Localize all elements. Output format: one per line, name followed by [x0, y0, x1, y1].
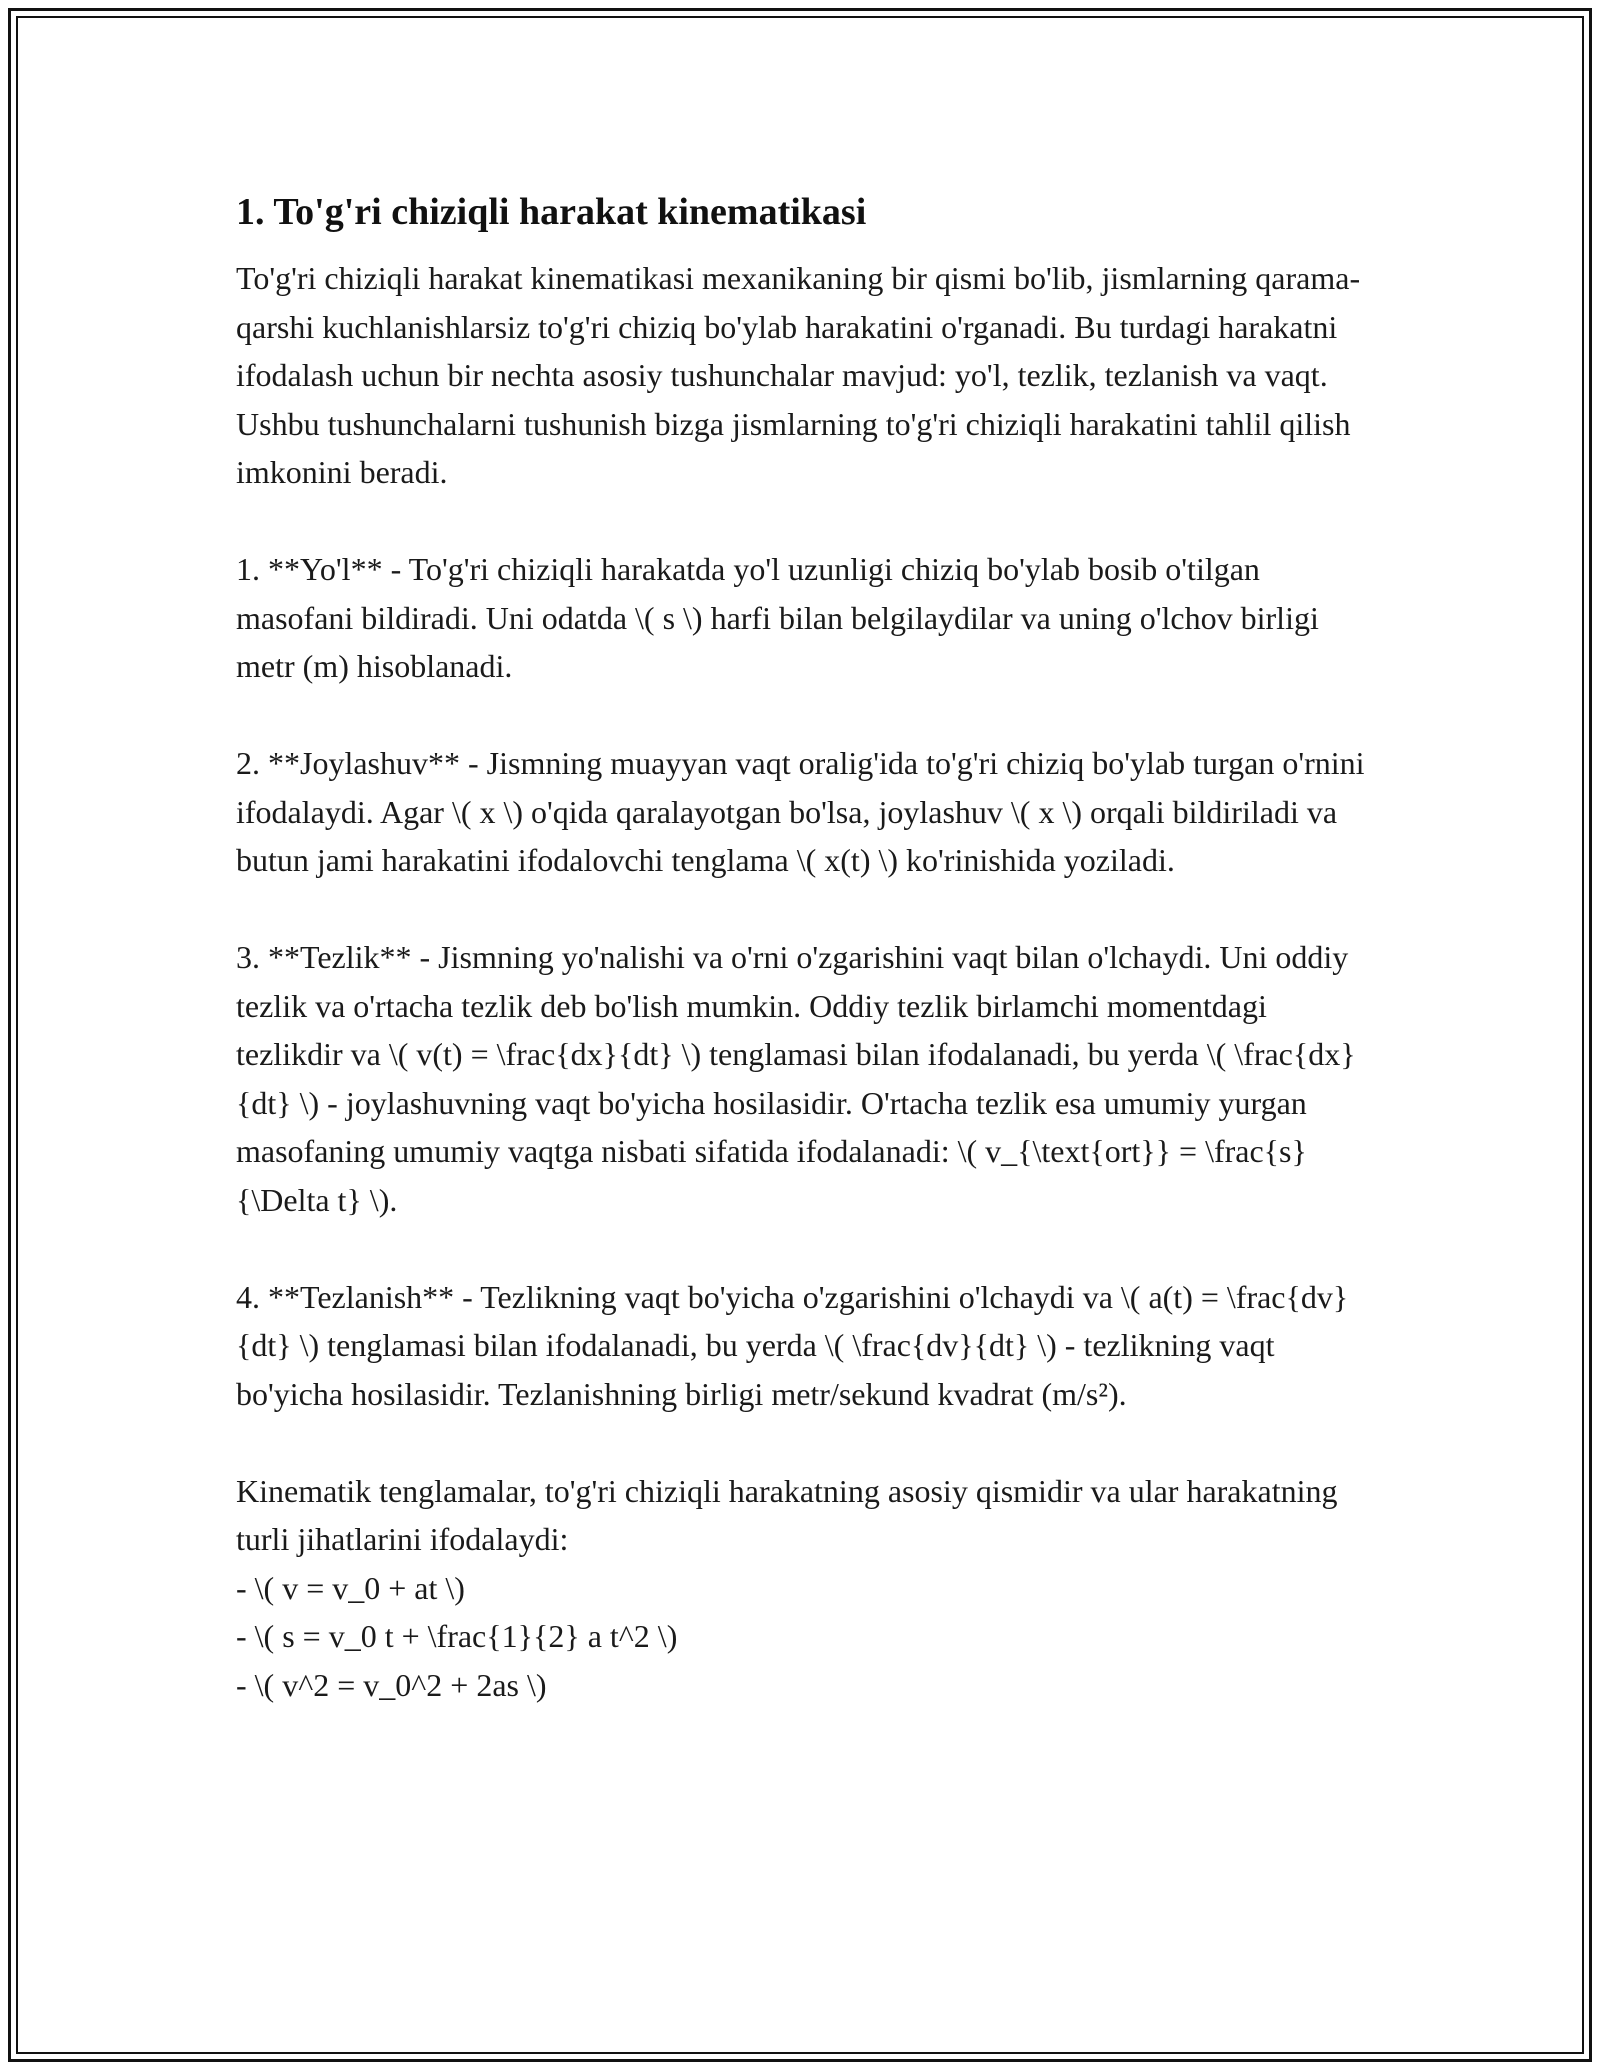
- item-tezlanish: 4. **Tezlanish** - Tezlikning vaqt bo'yicha o'zgarishini o'lchaydi va \( a(t) = \frac{dv}{dt} \) tenglamasi bilan ifodalanadi, bu yerda \( \frac{dv}{dt} \) - tezlikning vaqt bo'yicha hosilasidir. Tezlanishning birligi metr/sekund kvadrat (m/s²).: [236, 1278, 1349, 1412]
- document-body: [236, 186, 1376, 1709]
- item-tezlik: 3. **Tezlik** - Jismning yo'nalishi va o'rni o'zgarishini vaqt bilan o'lchaydi. Uni oddiy tezlik va o'rtacha tezlik deb bo'lish mumkin. Oddiy tezlik birlamchi momentdagi tezlikdir va \( v(t) = \frac{dx}{dt} \) tenglamasi bilan ifodalanadi, bu yerda \( \frac{dx}{dt} \) - joylashuvning vaqt bo'yicha hosilasidir. O'rtacha tezlik esa umumiy yurgan masofaning umumiy vaqtga nisbati sifatida ifodalanadi: \( v_{\text{ort}} = \frac{s}{\Delta t} \).: [236, 939, 1356, 1218]
- item-yol: 1. **Yo'l** - To'g'ri chiziqli harakatda yo'l uzunligi chiziq bo'ylab bosib o'tilgan masofani bildiradi. Uni odatda \( s \) harfi bilan belgilaydilar va uning o'lchov birligi metr (m) hisoblanadi.: [236, 551, 1319, 684]
- formula-list: [236, 1564, 1376, 1710]
- conclusion-paragraph: Kinematik tenglamalar, to'g'ri chiziqli harakatning asosiy qismidir va ular harakatning turli jihatlarini ifodalaydi:: [236, 1472, 1338, 1557]
- formula-displacement: - \( s = v_0 t + \frac{1}{2} a t^2 \): [236, 1618, 678, 1654]
- item-joylashuv: 2. **Joylashuv** - Jismning muayyan vaqt oralig'ida to'g'ri chiziq bo'ylab turgan o'rnini ifodalaydi. Agar \( x \) o'qida qaralayotgan bo'lsa, joylashuv \( x \) orqali bildiriladi va butun jami harakatini ifodalovchi tenglama \( x(t) \) ko'rinishida yoziladi.: [236, 745, 1365, 878]
- formula-velocity-squared: - \( v^2 = v_0^2 + 2as \): [236, 1666, 547, 1703]
- intro-paragraph: To'g'ri chiziqli harakat kinematikasi mexanikaning bir qismi bo'lib, jismlarning qarama-qarshi kuchlanishlarsiz to'g'ri chiziq bo'ylab harakatini o'rganadi. Bu turdagi harakatni ifodalash uchun bir nechta asosiy tushunchalar mavjud: yo'l, tezlik, tezlanish va vaqt. Ushbu tushunchalarni tushunish bizga jismlarning to'g'ri chiziqli harakatini tahlil qilish imkonini beradi.: [236, 260, 1361, 490]
- section-heading: 1. To'g'ri chiziqli harakat kinematikasi: [236, 191, 867, 233]
- formula-velocity: - \( v = v_0 + at \): [236, 1569, 465, 1606]
